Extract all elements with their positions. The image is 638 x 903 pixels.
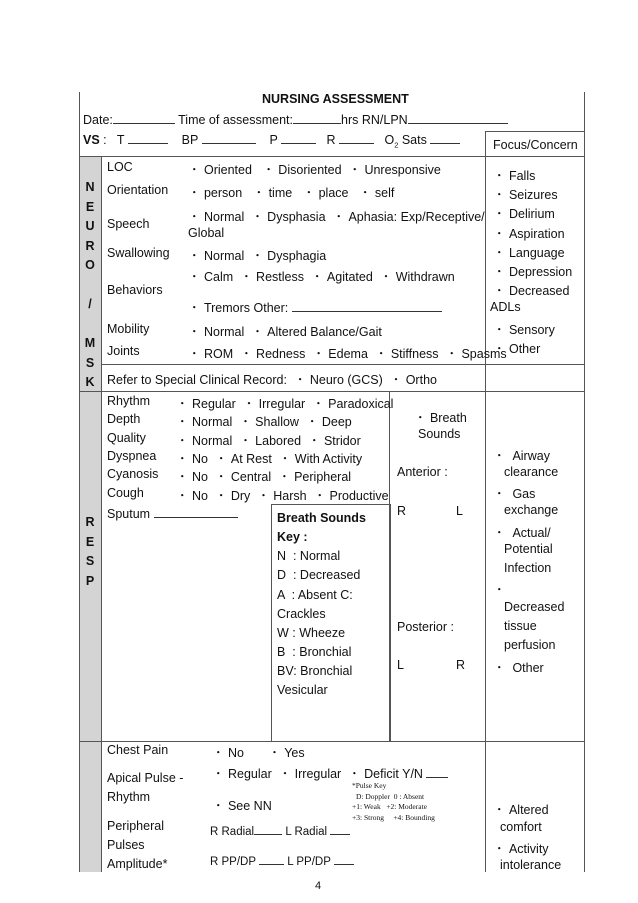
behaviors-label: Behaviors <box>107 283 163 297</box>
neuro-concern-3[interactable]: ・ Delirium <box>493 207 555 221</box>
resp-concern-perfusion-3: tissue <box>504 619 537 633</box>
resp-concern-other[interactable]: ・ Other <box>493 661 544 675</box>
neuro-side-letter: N <box>85 180 95 194</box>
bp-field[interactable] <box>202 132 256 144</box>
resp-row-dyspnea-label: Dyspnea <box>107 449 157 463</box>
neuro-side-letter: E <box>85 199 95 214</box>
page-number: 4 <box>315 880 322 892</box>
neuro-concern-2[interactable]: ・ Seizures <box>493 188 558 202</box>
sats-label: Sats <box>401 133 427 147</box>
neuro-side-label <box>80 178 100 393</box>
orientation-options[interactable]: ・ person ・ time ・ place ・ self <box>188 186 395 200</box>
focus-box-top <box>485 131 585 132</box>
key-line-8: Vesicular <box>277 683 328 697</box>
resp-side-letter: R <box>85 515 95 529</box>
see-nn-option[interactable]: ・ See NN <box>212 799 272 813</box>
neuro-side-letter: R <box>85 238 95 253</box>
resp-side-label <box>80 513 100 591</box>
neuro-top <box>80 156 585 157</box>
key-title-2: Key : <box>277 530 308 544</box>
p-label: P <box>269 133 278 147</box>
neuro-side-letter <box>80 276 100 296</box>
breath-sounds-option-2: Sounds <box>418 427 461 441</box>
anterior-l: L <box>456 504 463 518</box>
resp-concern-perfusion[interactable]: ・ <box>493 583 506 597</box>
tremors-row <box>188 298 442 316</box>
posterior-r: R <box>456 658 466 672</box>
neuro-concern-7[interactable]: ・ Decreased <box>493 284 570 298</box>
posterior-l: L <box>397 658 404 672</box>
loc-options[interactable]: ・ Oriented ・ Disoriented ・ Unresponsive <box>188 163 441 177</box>
p-field[interactable] <box>281 132 316 144</box>
refer-row[interactable]: Refer to Special Clinical Record: ・ Neuro (GCS) ・ Ortho <box>107 373 437 387</box>
anterior-r: R <box>397 504 407 518</box>
anterior-label: Anterior : <box>397 465 448 479</box>
key-line-6: B : Bronchial <box>277 645 352 659</box>
peripheral-label-3: Amplitude* <box>107 857 168 871</box>
neuro-side-letter: O <box>85 258 95 272</box>
speech-options-2: Global <box>188 226 225 240</box>
neuro-concern-adls: ADLs <box>490 300 521 314</box>
neuro-side-letter <box>80 315 100 335</box>
peripheral-label-2: Pulses <box>107 838 145 852</box>
r-field[interactable] <box>339 132 374 144</box>
time-field[interactable] <box>293 112 341 124</box>
neuro-side-letter: K <box>85 375 95 389</box>
apical-options-row <box>212 764 448 782</box>
resp-row-cough-options[interactable]: ・ No ・ Dry ・ Harsh ・ Productive <box>176 489 389 503</box>
resp-side-letter: S <box>85 554 95 568</box>
cardio-concern-comfort-2: comfort <box>500 820 542 834</box>
bp-label: BP <box>181 133 199 147</box>
r-pp-field[interactable] <box>259 853 284 865</box>
pulse-key-line-2: +1: Weak +2: Moderate <box>352 802 427 811</box>
l-pp-field[interactable] <box>334 853 354 865</box>
mobility-label: Mobility <box>107 322 150 336</box>
tremors-option[interactable]: ・ Tremors Other: <box>188 301 289 315</box>
time-label: Time of assessment: <box>178 113 293 127</box>
r-radial-label: R Radial <box>210 826 255 838</box>
o2-label: O <box>384 133 395 147</box>
resp-concern-gas-2: exchange <box>504 503 559 517</box>
radial-row <box>210 823 350 838</box>
resp-top <box>80 391 585 392</box>
deficit-field[interactable] <box>426 766 448 778</box>
pp-row <box>210 853 354 868</box>
neuro-side-letter: U <box>85 219 95 233</box>
resp-concern-infection-2: Potential <box>504 542 553 556</box>
pulse-key-title: *Pulse Key <box>352 781 387 790</box>
sats-field[interactable] <box>430 132 460 144</box>
neuro-concern-5[interactable]: ・ Language <box>493 246 565 260</box>
resp-row-depth-label: Depth <box>107 412 141 426</box>
side-divider <box>101 156 102 872</box>
cardio-concern-activity[interactable]: ・ Activity <box>493 842 549 856</box>
swallowing-label: Swallowing <box>107 246 170 260</box>
mobility-options[interactable]: ・ Normal ・ Altered Balance/Gait <box>188 325 382 339</box>
o2-sub: 2 <box>394 140 399 150</box>
key-line-3: A : Absent C: <box>277 588 353 602</box>
resp-concern-perfusion-2: Decreased <box>504 600 565 614</box>
resp-concern-infection[interactable]: ・ Actual/ <box>493 526 551 540</box>
key-line-2: D : Decreased <box>277 568 361 582</box>
resp-row-quality-label: Quality <box>107 431 146 445</box>
key-line-7: BV: Bronchial <box>277 664 353 678</box>
apical-options[interactable]: ・ Regular ・ Irregular ・ Deficit Y/N <box>212 767 423 781</box>
resp-row-cyanosis-label: Cyanosis <box>107 467 159 481</box>
key-line-4: Crackles <box>277 607 326 621</box>
cardio-concern-activity-2: intolerance <box>500 858 562 872</box>
hrs-label: hrs RN/LPN <box>341 113 408 127</box>
resp-concern-gas[interactable]: ・ Gas <box>493 487 536 501</box>
r-radial-field[interactable] <box>254 823 282 835</box>
neuro-concern-1[interactable]: ・ Falls <box>493 169 536 183</box>
vs-label: VS <box>83 133 100 147</box>
breath-sounds-option[interactable]: ・ Breath <box>414 411 467 425</box>
r-pp-label: R PP/DP <box>210 856 256 868</box>
resp-row-rhythm-options[interactable]: ・ Regular ・ Irregular ・ Paradoxical <box>176 397 394 411</box>
apical-pulse-label-2: Rhythm <box>107 790 151 804</box>
joints-options[interactable]: ・ ROM ・ Redness ・ Edema ・ Stiffness ・ Spasms <box>188 347 507 361</box>
neuro-side-letter: / <box>88 297 92 311</box>
cardio-side-bar <box>80 742 101 872</box>
tremors-field[interactable] <box>292 300 442 312</box>
pulse-key-line-3: +3: Strong +4: Bounding <box>352 813 435 822</box>
posterior-label: Posterior : <box>397 620 454 634</box>
t-label: T <box>116 133 125 147</box>
rn-field[interactable] <box>408 112 508 124</box>
resp-concern-perfusion-4: perfusion <box>504 638 556 652</box>
apical-pulse-label: Apical Pulse - <box>107 771 184 785</box>
behaviors-options[interactable]: ・ Calm ・ Restless ・ Agitated ・ Withdrawn <box>188 270 455 284</box>
resp-row-dyspnea-options[interactable]: ・ No ・ At Rest ・ With Activity <box>176 452 363 466</box>
cardio-concern-comfort[interactable]: ・ Altered <box>493 803 549 817</box>
joints-label: Joints <box>107 344 140 358</box>
pulse-key-line-1: D: Doppler 0 : Absent <box>356 792 425 801</box>
date-row <box>83 112 508 127</box>
key-line-1: N : Normal <box>277 549 341 563</box>
resp-row-quality-options[interactable]: ・ Normal ・ Labored ・ Stridor <box>176 434 361 448</box>
speech-options[interactable]: ・ Normal ・ Dysphasia ・ Aphasia: Exp/Receptive/ <box>188 210 485 224</box>
page-title: NURSING ASSESSMENT <box>262 92 409 106</box>
loc-label: LOC <box>107 160 133 174</box>
speech-label: Speech <box>107 217 150 231</box>
key-line-5: W : Wheeze <box>277 626 346 640</box>
resp-row-depth-options[interactable]: ・ Normal ・ Shallow ・ Deep <box>176 415 352 429</box>
t-field[interactable] <box>128 132 168 144</box>
neuro-side-letter: S <box>85 355 95 370</box>
date-label: Date: <box>83 113 113 127</box>
sputum-row <box>107 506 238 521</box>
resp-row-cough-label: Cough <box>107 486 144 500</box>
l-radial-field[interactable] <box>330 823 350 835</box>
neuro-concern-4[interactable]: ・ Aspiration <box>493 227 565 241</box>
chest-pain-options[interactable]: ・ No ・ Yes <box>212 746 305 760</box>
resp-concern-airway[interactable]: ・ Airway <box>493 449 550 463</box>
l-radial-label: L Radial <box>285 826 328 838</box>
neuro-concern-9[interactable]: ・ Other <box>493 342 541 356</box>
focus-divider <box>485 131 486 872</box>
neuro-concern-6[interactable]: ・ Depression <box>493 265 573 279</box>
bs-top-line <box>389 391 390 741</box>
chest-pain-label: Chest Pain <box>107 743 169 757</box>
resp-concern-infection-3: Infection <box>504 561 552 575</box>
key-title-1: Breath Sounds <box>277 511 366 525</box>
neuro-concern-8[interactable]: ・ Sensory <box>493 323 555 337</box>
orientation-label: Orientation <box>107 183 169 197</box>
focus-concern-label: Focus/Concern <box>493 138 578 152</box>
peripheral-label: Peripheral <box>107 819 164 833</box>
resp-concern-airway-2: clearance <box>504 465 559 479</box>
swallowing-options[interactable]: ・ Normal ・ Dysphagia <box>188 249 327 263</box>
neuro-side-letter: M <box>84 336 96 350</box>
sputum-label: Sputum <box>107 507 151 521</box>
sputum-field[interactable] <box>154 506 238 518</box>
resp-row-rhythm-label: Rhythm <box>107 394 151 408</box>
resp-side-letter: P <box>85 573 95 588</box>
resp-row-cyanosis-options[interactable]: ・ No ・ Central ・ Peripheral <box>176 470 352 484</box>
refer-top <box>101 364 585 365</box>
resp-side-letter: E <box>85 534 95 549</box>
vs-row: VS : T BP P R $O_2$ Sats <box>83 132 460 150</box>
l-pp-label: L PP/DP <box>287 856 331 868</box>
cardio-top <box>80 741 585 742</box>
border-right <box>584 92 585 872</box>
r-label: R <box>326 133 336 147</box>
date-field[interactable] <box>113 112 175 124</box>
